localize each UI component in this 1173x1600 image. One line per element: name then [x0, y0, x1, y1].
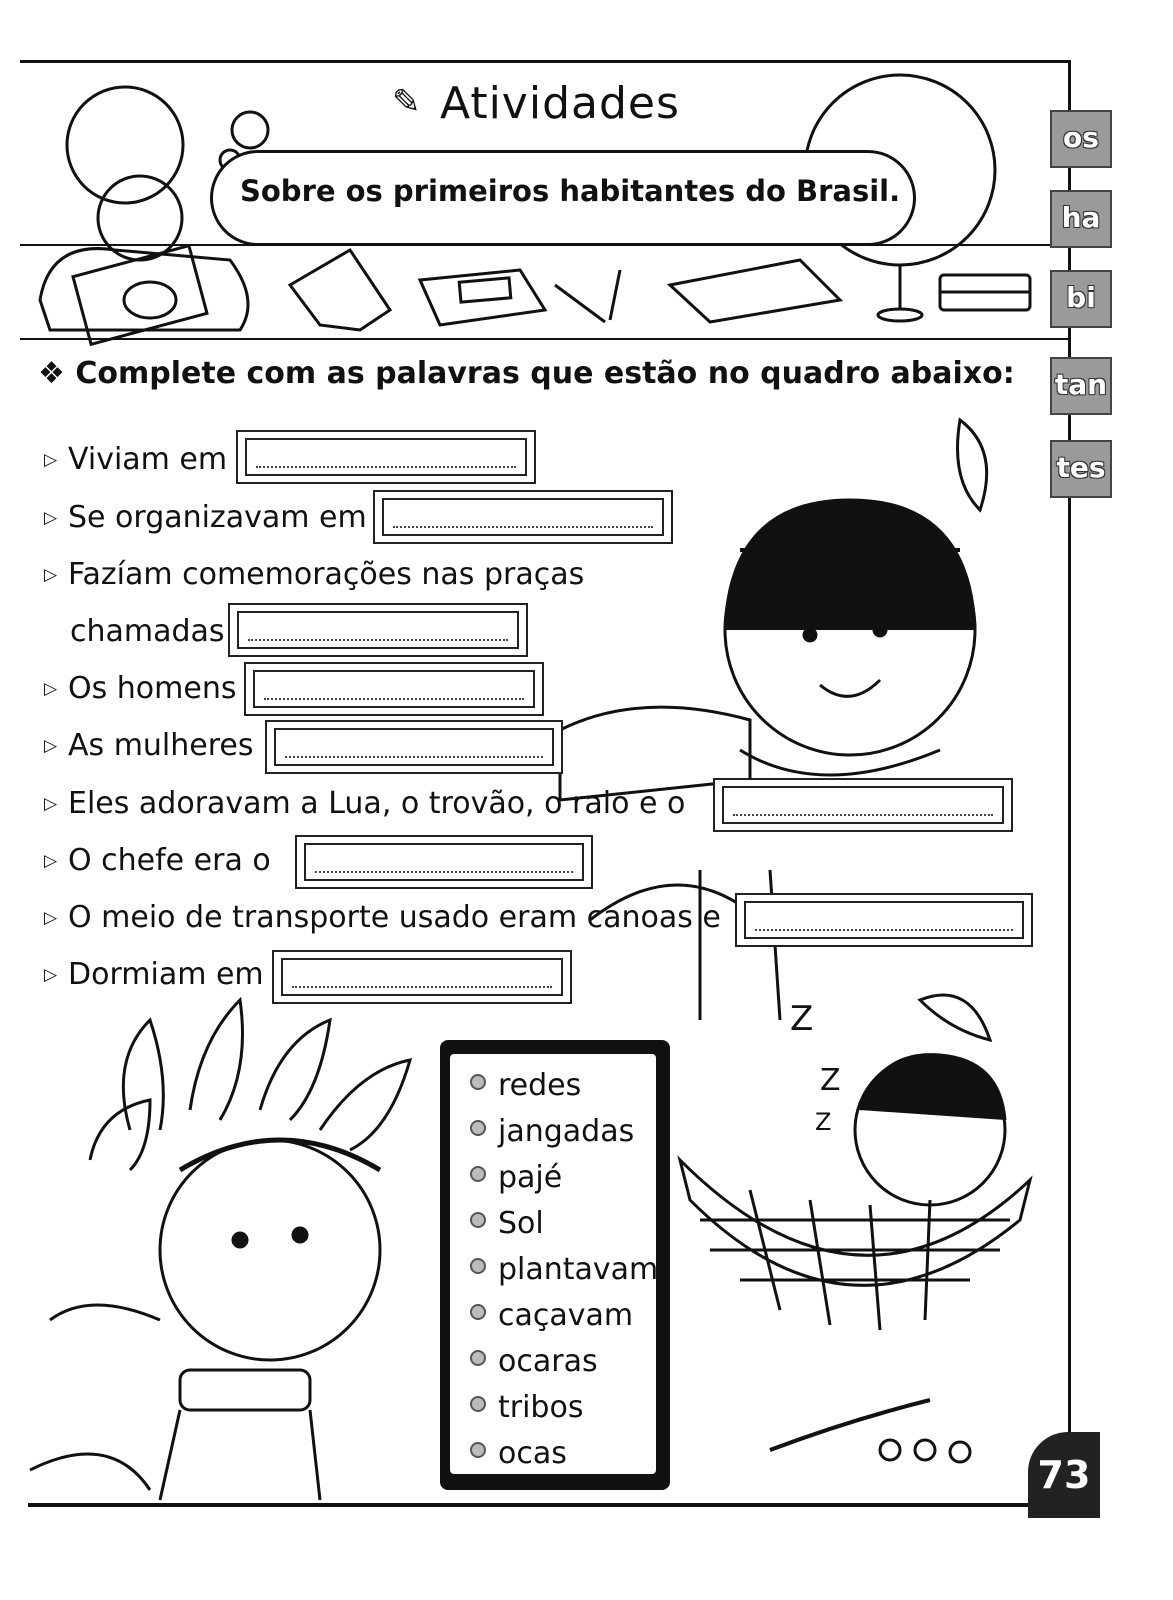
word-bank-item: tribos [470, 1390, 583, 1425]
answer-box-1[interactable] [236, 430, 536, 484]
word-bank-item: pajé [470, 1160, 562, 1195]
triangle-bullet-icon: ▷ [44, 565, 58, 585]
exercise-row: ▷ Viviam em [44, 442, 228, 477]
word-bank-item: Sol [470, 1206, 544, 1241]
word-bank-item: plantavam [470, 1252, 658, 1287]
instruction [38, 356, 1015, 391]
boy-illustration [30, 1000, 440, 1500]
exercise-row: ▷ O chefe era o [44, 843, 271, 878]
exercise-row: ▷ Fazíam comemorações nas praças [44, 557, 585, 592]
page-title: Atividades [440, 78, 680, 129]
page-subtitle: Sobre os primeiros habitantes do Brasil. [240, 174, 901, 208]
answer-box-2[interactable] [373, 490, 673, 544]
exercise-row: ▷ Dormiam em [44, 957, 264, 992]
svg-text:Z: Z [790, 999, 814, 1039]
instruction-text: Complete com as palavras que estão no quadro abaixo: [75, 356, 1015, 391]
pencil-icon: ✎ [392, 82, 421, 122]
triangle-bullet-icon: ▷ [44, 508, 58, 528]
answer-box-5[interactable] [265, 720, 563, 774]
exercise-row: ▷ Os homens [44, 671, 237, 706]
answer-box-3[interactable] [228, 603, 528, 657]
side-tab-tan: tan [1050, 357, 1112, 415]
answer-box-9[interactable] [272, 950, 572, 1004]
triangle-bullet-icon: ▷ [44, 794, 58, 814]
side-tab-ha: ha [1050, 190, 1112, 248]
exercise-row: ▷ O meio de transporte usado eram canoas e [44, 900, 721, 935]
answer-box-4[interactable] [244, 662, 544, 716]
triangle-bullet-icon: ▷ [44, 908, 58, 928]
word-bank-item: caçavam [470, 1298, 633, 1333]
triangle-bullet-icon: ▷ [44, 965, 58, 985]
side-tab-bi: bi [1050, 270, 1112, 328]
hammock-illustration [670, 980, 1060, 1480]
diamond-bullet-icon: ❖ [38, 356, 65, 391]
word-bank-item: redes [470, 1068, 581, 1103]
answer-box-6[interactable] [713, 778, 1013, 832]
exercise-row: ▷ Eles adoravam a Lua, o trovão, o raio e o [44, 786, 686, 821]
answer-box-7[interactable] [295, 835, 593, 889]
triangle-bullet-icon: ▷ [44, 679, 58, 699]
word-bank-item: ocaras [470, 1344, 598, 1379]
exercise-row: ▷ Se organizavam em [44, 500, 367, 535]
word-bank-item: jangadas [470, 1114, 634, 1149]
word-bank [440, 1040, 670, 1490]
page-number: 73 [1028, 1432, 1100, 1518]
word-bank-panel [450, 1054, 659, 1474]
triangle-bullet-icon: ▷ [44, 851, 58, 871]
triangle-bullet-icon: ▷ [44, 736, 58, 756]
exercise-row: ▷ As mulheres [44, 728, 254, 763]
word-bank-item: ocas [470, 1436, 567, 1471]
answer-box-8[interactable] [735, 893, 1033, 947]
triangle-bullet-icon: ▷ [44, 450, 58, 470]
svg-text:Z: Z [815, 1108, 832, 1136]
side-tab-os: os [1050, 110, 1112, 168]
side-tab-tes: tes [1050, 440, 1112, 498]
svg-text:Z: Z [820, 1063, 841, 1098]
exercise-row-continuation: chamadas [70, 614, 225, 649]
bottom-border-line [28, 1503, 1038, 1507]
